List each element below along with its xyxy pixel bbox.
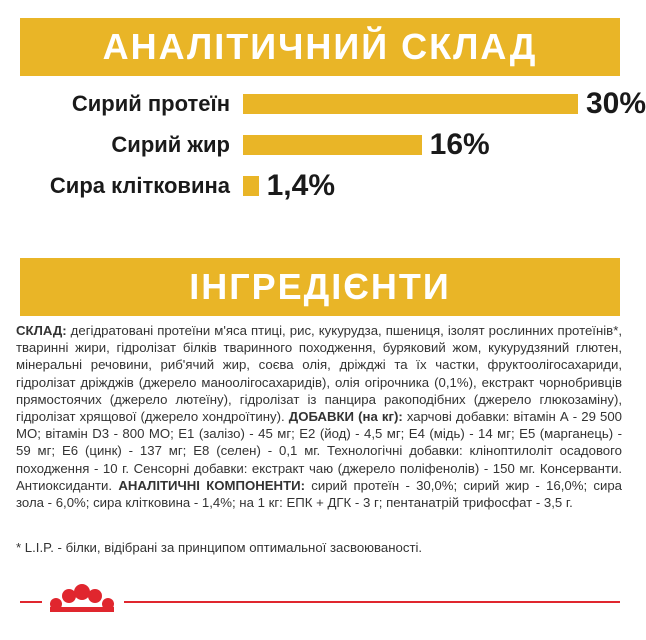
analysis-value: 16% xyxy=(429,128,490,161)
royal-canin-crown-icon xyxy=(46,580,118,616)
composition-label: СКЛАД: xyxy=(16,323,67,338)
analysis-value: 1,4% xyxy=(266,169,336,202)
analysis-row-protein xyxy=(20,86,646,122)
ingredients-title: ІНГРЕДІЄНТИ xyxy=(189,266,451,307)
footer-line-right xyxy=(124,601,620,603)
analysis-bar xyxy=(243,94,578,114)
footer-line-left xyxy=(20,601,42,603)
analysis-row-fat xyxy=(20,127,620,163)
additives-label: ДОБАВКИ (на кг): xyxy=(288,409,403,425)
ingredients-banner xyxy=(20,258,620,316)
analysis-row-fiber xyxy=(20,168,620,204)
composition-text: дегідратовані протеїни м'яса птиці, рис, кукурудза, пшениця, ізолят рослинних протеїнів*, тваринні жири, гідролізат білків тваринного походження, буряковий жом, кукурудзяний глютен, мінеральні речовини, риб'ячий жир, соєва олія, дріжджі та їх частки, фруктоолігосахариди, гідролізат дріжджів (джерело маноолігосахаридів), олія огірочника (0,1%), екстракт чорнобривців прямостоячих (джерело лютеїну), гідролізат із панцира ракоподібних (джерело глюкозаміну), гідролізат хрящової (джерело хондроїтину). xyxy=(16,323,622,425)
additives-text: харчові добавки: вітамін А - 29 500 МО; вітамін D3 - 800 МО; Е1 (залізо) - 45 мг; Е2 (йод) - 4,5 мг; Е4 (мідь) - 14 мг; Е5 (марганець) - 59 мг; Е6 (цинк) - 137 мг; Е8 (селен) - 0,1 мг. Технологічні добавки: кліноптилоліт осадового походження - 10 г. Сенсорні добавки: екстракт чаю (джерело поліфенолів) - 150 мг. Консерванти. Антиоксиданти. xyxy=(16,409,622,493)
ingredients-text xyxy=(16,322,622,511)
footnote: * L.I.P. - білки, відібрані за принципом оптимальної засвоюваності. xyxy=(16,540,423,555)
components-text: сирий протеїн - 30,0%; сирий жир - 16,0%; сира зола - 6,0%; сира клітковина - 1,4%; на 1 кг: ЕПК + ДГК - 3 г; пентанатрій трифосфат - 3,5 г. xyxy=(16,477,622,511)
analysis-title: АНАЛІТИЧНИЙ СКЛАД xyxy=(102,26,538,67)
analysis-label: Сирий протеїн xyxy=(71,91,230,116)
components-label: АНАЛІТИЧНІ КОМПОНЕНТИ: xyxy=(118,477,306,493)
analysis-bar xyxy=(243,135,422,155)
analysis-value: 30% xyxy=(586,87,646,120)
analysis-label: Сира клітковина xyxy=(49,173,230,198)
analysis-bar xyxy=(243,176,259,196)
analysis-banner xyxy=(20,18,620,76)
analysis-label: Сирий жир xyxy=(111,132,230,157)
